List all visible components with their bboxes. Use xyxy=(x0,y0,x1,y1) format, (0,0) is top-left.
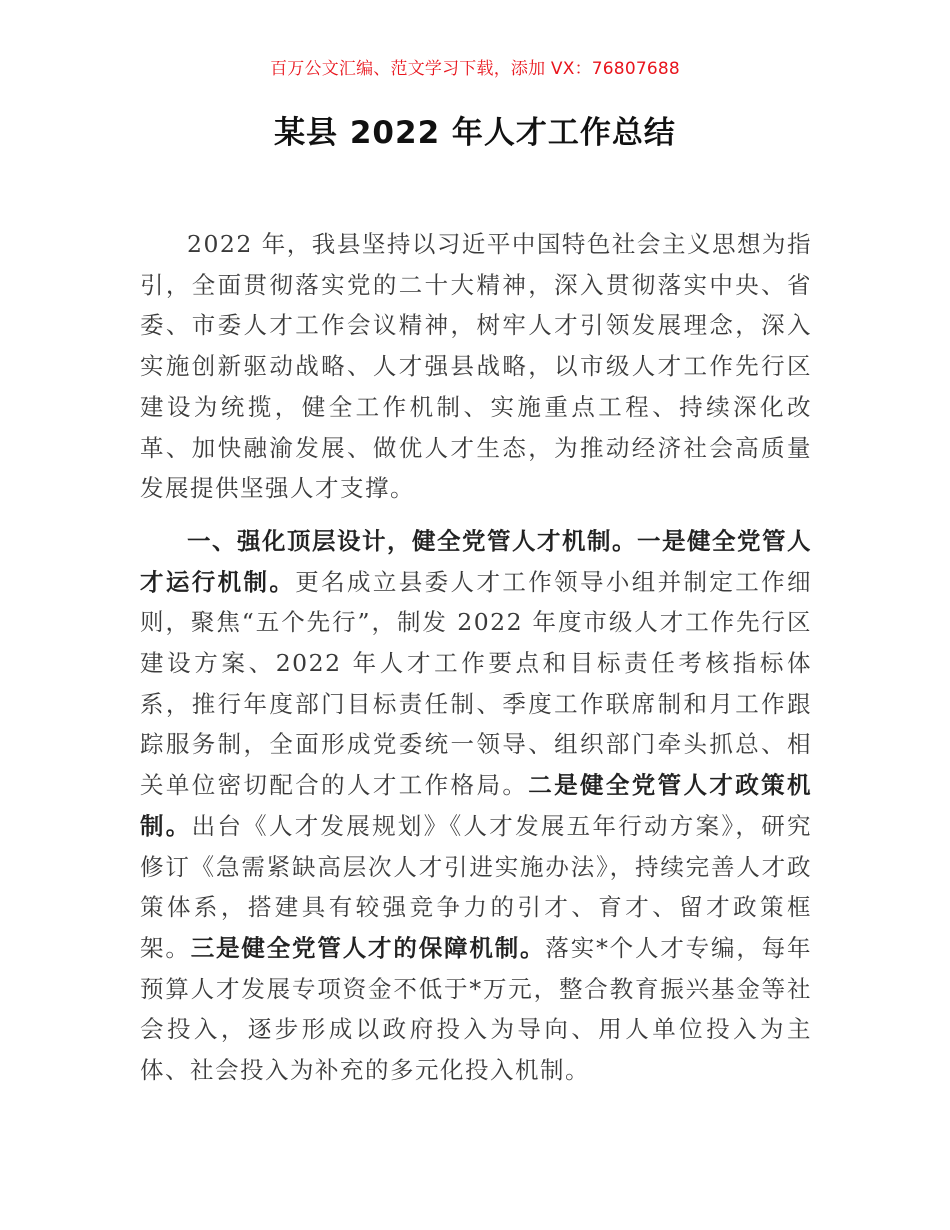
document-body xyxy=(140,224,812,1091)
section-heading: 一、强化顶层设计，健全党管人才机制。 xyxy=(187,526,637,555)
watermark-banner: 百万公文汇编、范文学习下载，添加 VX：76807688 xyxy=(270,59,680,79)
subsection-heading-3: 三是健全党管人才的保障机制。 xyxy=(190,933,546,962)
intro-paragraph: 2022 年，我县坚持以习近平中国特色社会主义思想为指引，全面贯彻落实党的二十大精神，深入贯彻落实中央、省委、市委人才工作会议精神，树牢人才引领发展理念，深入实施创新驱动战略、人才强县战略，以市级人才工作先行区建设为统揽，健全工作机制、实施重点工程、持续深化改革、加快融渝发展、做优人才生态，为推动经济社会高质量发展提供坚强人才支撑。 xyxy=(140,230,812,503)
subsection-text-2: 出台《人才发展规划》《人才发展五年行动方案》，研究修订《急需紧缺高层次人才引进实施办法》，持续完善人才政策体系，搭建具有较强竞争力的引才、育才、留才政策框架。 xyxy=(140,811,813,962)
subsection-text-3: 落实*个人才专编，每年预算人才发展专项资金不低于*万元，整合教育振兴基金等社会投入，逐步形成以政府投入为导向、用人单位投入为主体、社会投入为补充的多元化投入机制。 xyxy=(140,933,813,1085)
section-one-paragraph xyxy=(140,521,812,1091)
subsection-heading-1: 一是健全党管人才运行机制。 xyxy=(140,526,812,596)
subsection-heading-2: 二是健全党管人才政策机制。 xyxy=(140,771,813,840)
document-title: 某县 2022 年人才工作总结 xyxy=(274,115,676,151)
subsection-text-1: 更名成立县委人才工作领导小组并制定工作细则，聚焦“五个先行”，制发 2022 年度市级人才工作先行区建设方案、2022 年人才工作要点和目标责任考核指标体系，推行年度部门目标责任制、季度工作联席制和月工作跟踪服务制，全面形成党委统一领导、组织部门牵头抓总、相关单位密切配合的人才工作格局。 xyxy=(140,567,813,800)
